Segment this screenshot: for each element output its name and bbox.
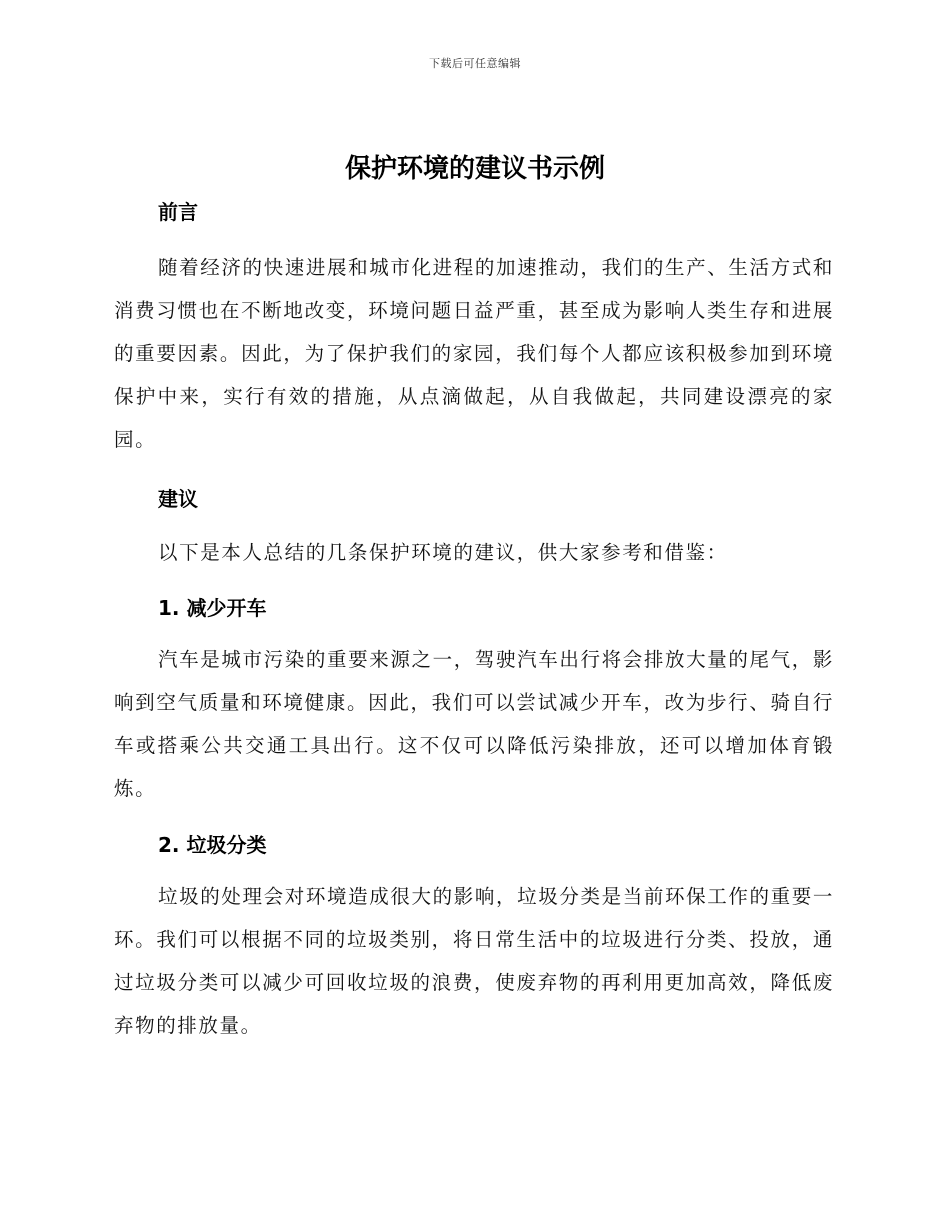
suggestion-heading-1: 1. 减少开车	[158, 596, 267, 620]
section-paragraph-intro: 随着经济的快速进展和城市化进程的加速推动，我们的生产、生活方式和消费习惯也在不断地改变，环境问题日益严重，甚至成为影响人类生存和进展的重要因素。因此，为了保护我们的家园，我们每个人都应该积极参加到环境保护中来，实行有效的措施，从点滴做起，从自我做起，共同建设漂亮的家园。	[114, 256, 834, 451]
suggestion-paragraph-2: 垃圾的处理会对环境造成很大的影响，垃圾分类是当前环保工作的重要一环。我们可以根据不同的垃圾类别，将日常生活中的垃圾进行分类、投放，通过垃圾分类可以减少可回收垃圾的浪费，使废弃物的再利用更加高效，降低废弃物的排放量。	[114, 885, 834, 1037]
suggestion-paragraph-1: 汽车是城市污染的重要来源之一，驾驶汽车出行将会排放大量的尾气，影响到空气质量和环境健康。因此，我们可以尝试减少开车，改为步行、骑自行车或搭乘公共交通工具出行。这不仅可以降低污染排放，还可以增加体育锻炼。	[114, 648, 834, 800]
header-note: 下载后可任意编辑	[429, 57, 521, 70]
document-body	[114, 194, 834, 1047]
section-paragraph-suggestions: 以下是本人总结的几条保护环境的建议，供大家参考和借鉴：	[158, 541, 728, 564]
section-heading-suggestions: 建议	[158, 487, 198, 511]
section-heading-intro: 前言	[158, 200, 198, 224]
suggestion-heading-2: 2. 垃圾分类	[158, 833, 267, 857]
document-title: 保护环境的建议书示例	[344, 154, 605, 184]
